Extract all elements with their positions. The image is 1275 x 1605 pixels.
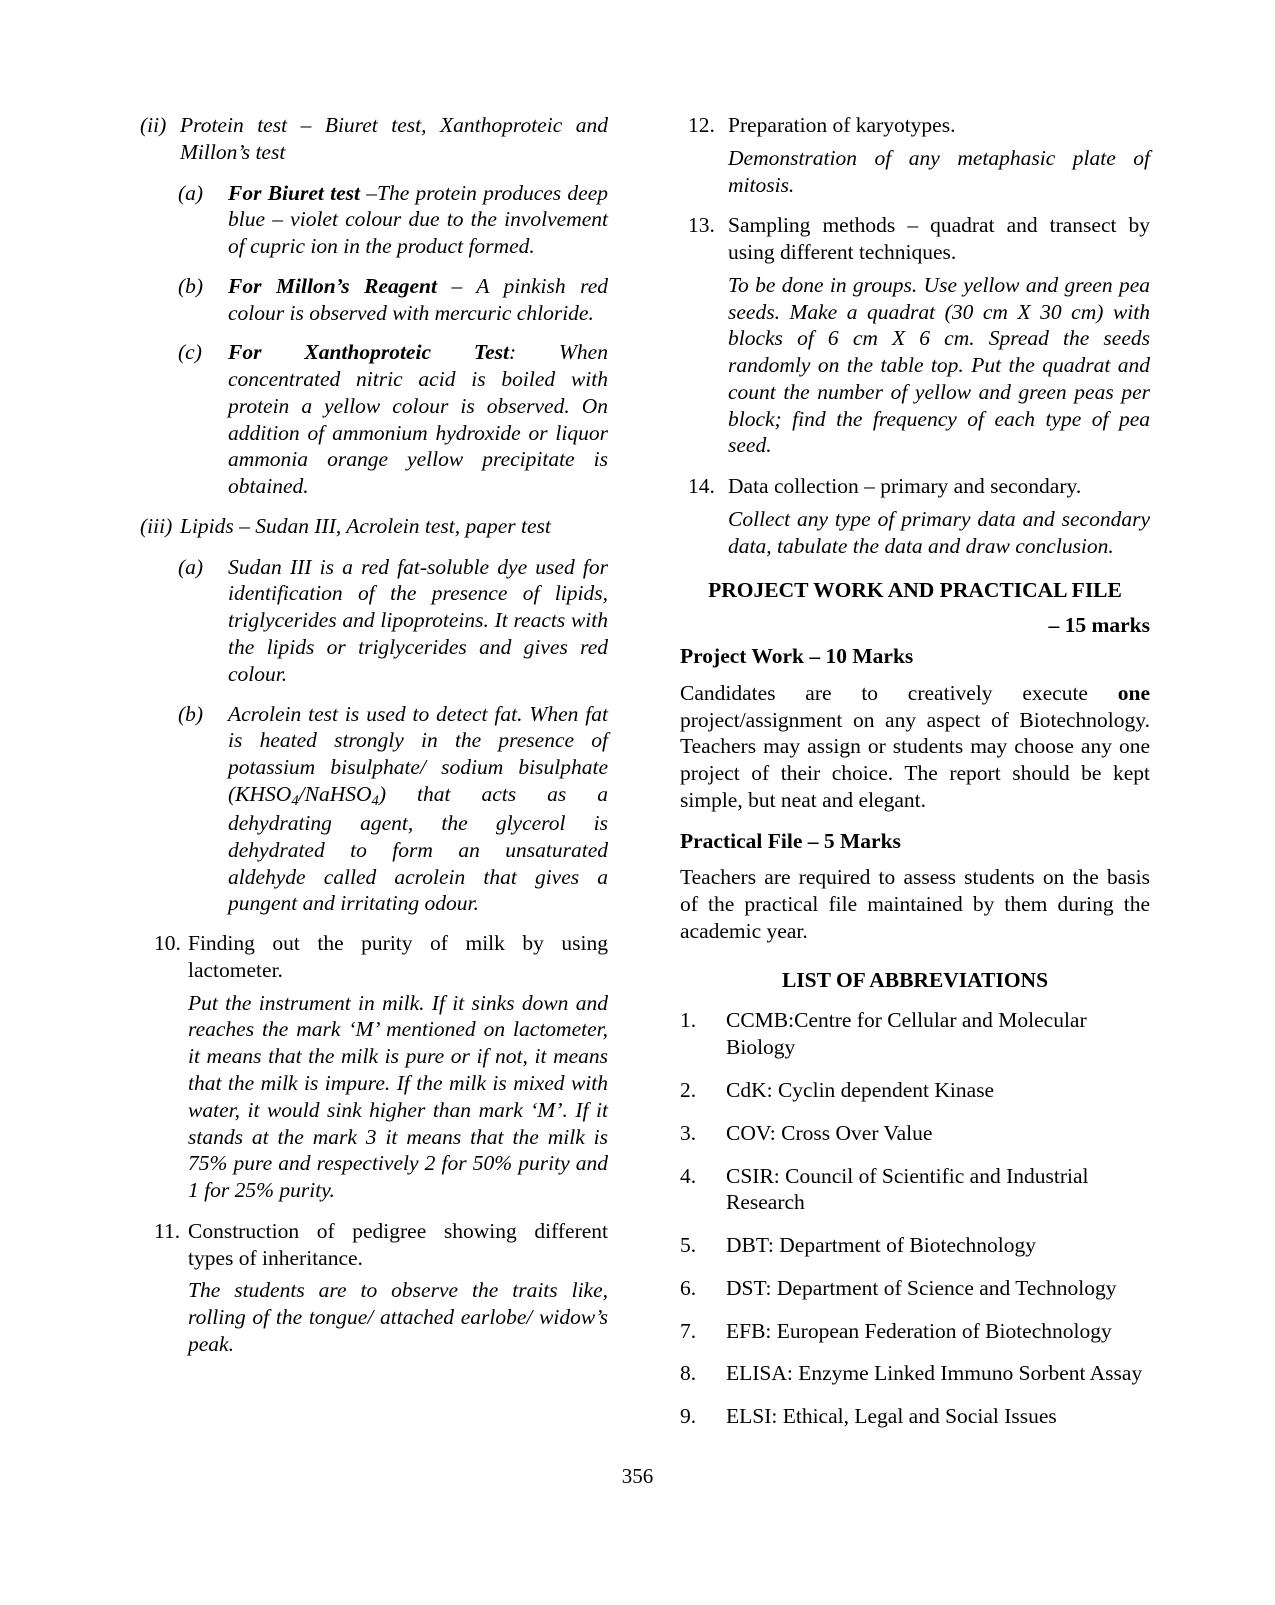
acrolein-part1: Acrolein test is used to detect fat. When fat is heated strongly in the presence of potassium bisulphate/ sodium bisulphate (KHSO (228, 701, 608, 806)
list-item (680, 1403, 1150, 1430)
abbr-marker-7: 7. (680, 1318, 697, 1343)
acrolein-sub1: 4 (291, 792, 299, 809)
millons-body: – A pinkish red colour is observed with mercuric chloride. (228, 273, 608, 325)
project-work-title: PROJECT WORK AND PRACTICAL FILE (708, 578, 1122, 603)
biuret-lead: For Biuret test (228, 180, 367, 205)
list-item (680, 1163, 1150, 1217)
abbr-marker-5: 5. (680, 1233, 697, 1258)
list-item-millons (140, 273, 608, 327)
list-item-11 (140, 1218, 608, 1358)
list-item (680, 1275, 1150, 1302)
item-14-note: Collect any type of primary data and secondary data, tabulate the data and draw conclusion. (728, 506, 1150, 558)
item-11-note: The students are to observe the traits like, rolling of the tongue/ attached earlobe/ widow’s peak. (188, 1278, 608, 1356)
right-column (680, 112, 1150, 1446)
list-item (680, 1077, 1150, 1104)
abbr-text-4: CSIR: Council of Scientific and Industrial Research (726, 1163, 1089, 1215)
item-10-text: Finding out the purity of milk by using lactometer. (188, 931, 608, 982)
item-14-text: Data collection – primary and secondary. (728, 474, 1082, 499)
abbr-text-6: DST: Department of Science and Technology (726, 1275, 1117, 1300)
item-12-note: Demonstration of any metaphasic plate of mitosis. (728, 145, 1150, 197)
list-marker-b-lipids: (b) (178, 701, 204, 726)
list-marker-ii: (ii) (140, 113, 167, 137)
list-item (680, 1360, 1150, 1387)
list-marker-b: (b) (178, 273, 204, 298)
abbr-text-3: COV: Cross Over Value (726, 1120, 933, 1145)
abbr-text-9: ELSI: Ethical, Legal and Social Issues (726, 1404, 1057, 1429)
list-marker-a-lipids: (a) (178, 554, 204, 579)
list-item-acrolein (140, 701, 608, 918)
list-item-protein-test (140, 112, 608, 166)
project-work-bold-one: one (1117, 680, 1150, 705)
list-item (680, 1318, 1150, 1345)
project-work-body-part2: project/assignment on any aspect of Biotechnology. Teachers may assign or students may choose any one project of their choice. The report should be kept simple, but neat and elegant. (680, 707, 1150, 812)
millons-lead: For Millon’s Reagent (228, 273, 437, 298)
acrolein-text (228, 701, 608, 918)
abbr-text-5: DBT: Department of Biotechnology (726, 1233, 1037, 1258)
list-marker-a: (a) (178, 180, 204, 205)
xanthoproteic-text (228, 339, 608, 500)
page-number: 356 (621, 1464, 654, 1488)
project-work-marks: – 15 marks (1048, 613, 1150, 638)
biuret-text (228, 180, 608, 260)
abbr-marker-8: 8. (680, 1361, 697, 1386)
abbr-marker-6: 6. (680, 1275, 697, 1300)
item-10-note: Put the instrument in milk. If it sinks down and reaches the mark ‘M’ mentioned on lactometer, it means that the milk is pure or if not, it means that the milk is impure. If the milk is mixed with water, it would sink higher than mark ‘M’. If it stands at the mark 3 it means that the milk is 75% pure and respectively 2 for 50% purity and 1 for 25% purity. (188, 990, 608, 1203)
list-item (680, 1120, 1150, 1147)
two-column-body (140, 112, 1150, 1446)
practical-file-body: Teachers are required to assess students on the basis of the practical file maintained by them during the academic year. (680, 865, 1150, 943)
practical-file-heading: Practical File – 5 Marks (680, 828, 901, 853)
list-marker-c: (c) (178, 340, 202, 365)
list-item-xanthoproteic (140, 339, 608, 500)
abbr-text-1: CCMB:Centre for Cellular and Molecular Biology (726, 1008, 1087, 1060)
project-work-body (680, 680, 1150, 814)
millons-text (228, 273, 608, 327)
list-item-lipids (140, 513, 608, 540)
list-item-10 (140, 930, 608, 1204)
acrolein-sub2: 4 (371, 792, 379, 809)
list-item (680, 1007, 1150, 1061)
left-column (140, 112, 608, 1372)
abbr-marker-1: 1. (680, 1008, 697, 1033)
list-marker-11: 11. (154, 1218, 181, 1243)
abbr-text-8: ELISA: Enzyme Linked Immuno Sorbent Assay (726, 1361, 1143, 1386)
abbr-marker-4: 4. (680, 1163, 697, 1188)
list-item-biuret (140, 180, 608, 260)
project-work-body-part1: Candidates are to creatively execute (680, 680, 1118, 705)
item-12-text: Preparation of karyotypes. (728, 113, 956, 137)
abbr-text-7: EFB: European Federation of Biotechnology (726, 1318, 1112, 1343)
list-marker-iii: (iii) (140, 513, 173, 538)
list-marker-10: 10. (154, 931, 181, 956)
abbreviations-title: LIST OF ABBREVIATIONS (781, 967, 1049, 992)
xanthoproteic-lead: For Xanthoproteic Test (228, 340, 509, 365)
abbr-marker-9: 9. (680, 1404, 697, 1429)
lipids-text: Lipids – Sudan III, Acrolein test, paper test (180, 513, 551, 538)
abbr-marker-2: 2. (680, 1077, 697, 1102)
item-11-text: Construction of pedigree showing different types of inheritance. (188, 1218, 608, 1270)
protein-test-text: Protein test – Biuret test, Xanthoproteic and Millon’s test (180, 113, 608, 164)
abbr-text-2: CdK: Cyclin dependent Kinase (726, 1077, 995, 1102)
list-item (680, 1232, 1150, 1259)
list-marker-13: 13. (688, 213, 715, 238)
xanthoproteic-body: : When concentrated nitric acid is boiled with protein a yellow colour is observed. On addition of ammonium hydroxide or liquor ammonia orange yellow precipitate is obtained. (228, 340, 608, 499)
list-item-14 (680, 473, 1150, 559)
item-13-note: To be done in groups. Use yellow and green pea seeds. Make a quadrat (30 cm X 30 cm) with blocks of 6 cm X 6 cm. Spread the seeds randomly on the table top. Put the quadrat and count the number of yellow and green peas per block; find the frequency of each type of pea seed. (728, 272, 1150, 458)
list-item-sudan-iii (140, 554, 608, 688)
sudan-iii-text: Sudan III is a red fat-soluble dye used for identification of the presence of lipids, triglycerides and lipoproteins. It reacts with the lipids or triglycerides and gives red colour. (228, 554, 608, 686)
item-13-text: Sampling methods – quadrat and transect by using different techniques. (728, 213, 1150, 265)
list-item-13 (680, 212, 1150, 459)
acrolein-part2: /NaHSO (298, 781, 372, 806)
list-marker-12: 12. (688, 113, 715, 137)
biuret-body: –The protein produces deep blue – violet colour due to the involvement of cupric ion in the product formed. (228, 180, 609, 259)
list-item-12 (680, 112, 1150, 198)
project-work-heading: Project Work – 10 Marks (680, 644, 914, 669)
acrolein-part3: ) that acts as a dehydrating agent, the glycerol is dehydrated to form an unsaturated aldehyde called acrolein that gives a pungent and irritating odour. (228, 781, 608, 916)
list-marker-14: 14. (688, 474, 715, 499)
abbr-marker-3: 3. (680, 1120, 697, 1145)
